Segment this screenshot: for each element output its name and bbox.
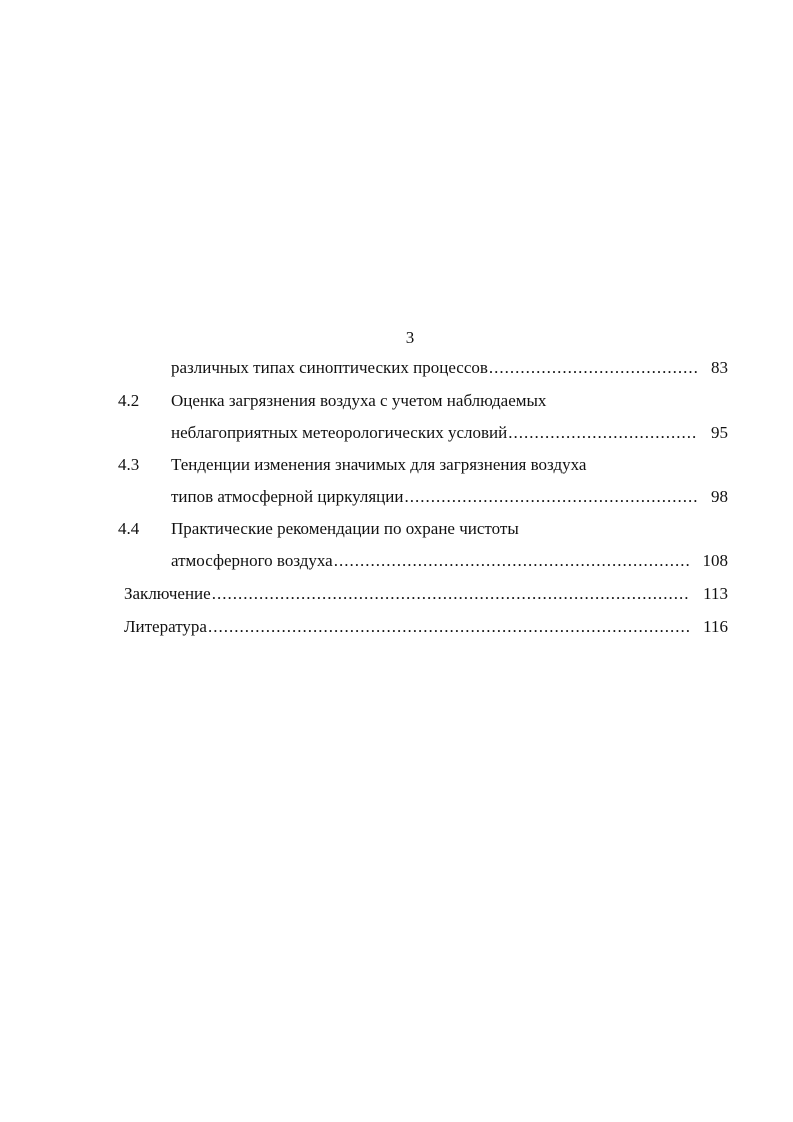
dot-leader — [404, 486, 697, 508]
toc-entry-4-2-title: Оценка загрязнения воздуха с учетом наблюдаемых — [171, 391, 547, 410]
dot-leader — [208, 616, 689, 638]
toc-entry-text: неблагоприятных метеорологических условий — [171, 423, 508, 442]
toc-entry-text: различных типах синоптических процессов — [171, 358, 488, 377]
dot-leader — [334, 550, 689, 572]
toc-page-number: 116 — [703, 617, 728, 636]
toc-entry-text: типов атмосферной циркуляции — [171, 487, 404, 506]
toc-entry-continuation — [171, 357, 728, 379]
toc-page-number: 95 — [711, 423, 728, 442]
section-number-4-4: 4.4 — [118, 519, 140, 538]
dot-leader — [508, 422, 697, 444]
toc-page-number: 113 — [703, 584, 728, 603]
toc-entry-text: атмосферного воздуха — [171, 551, 333, 570]
toc-entry-conclusion — [124, 583, 728, 605]
toc-page-number: 108 — [702, 551, 728, 570]
dot-leader — [489, 357, 697, 379]
toc-entry-4-2 — [171, 422, 728, 444]
section-number-4-2: 4.2 — [118, 391, 140, 410]
toc-entry-text: Литература — [124, 617, 207, 636]
toc-entry-literature — [124, 616, 728, 638]
toc-entry-4-3 — [171, 486, 728, 508]
page-number: 3 — [405, 328, 415, 347]
toc-entry-4-4-title: Практические рекомендации по охране чистоты — [171, 519, 519, 538]
toc-page-number: 83 — [711, 358, 728, 377]
toc-entry-4-4 — [171, 550, 728, 572]
toc-entry-text: Заключение — [124, 584, 211, 603]
dot-leader — [212, 583, 689, 605]
toc-page-number: 98 — [711, 487, 728, 506]
toc-entry-4-3-title: Тенденции изменения значимых для загрязнения воздуха — [171, 455, 587, 474]
section-number-4-3: 4.3 — [118, 455, 140, 474]
